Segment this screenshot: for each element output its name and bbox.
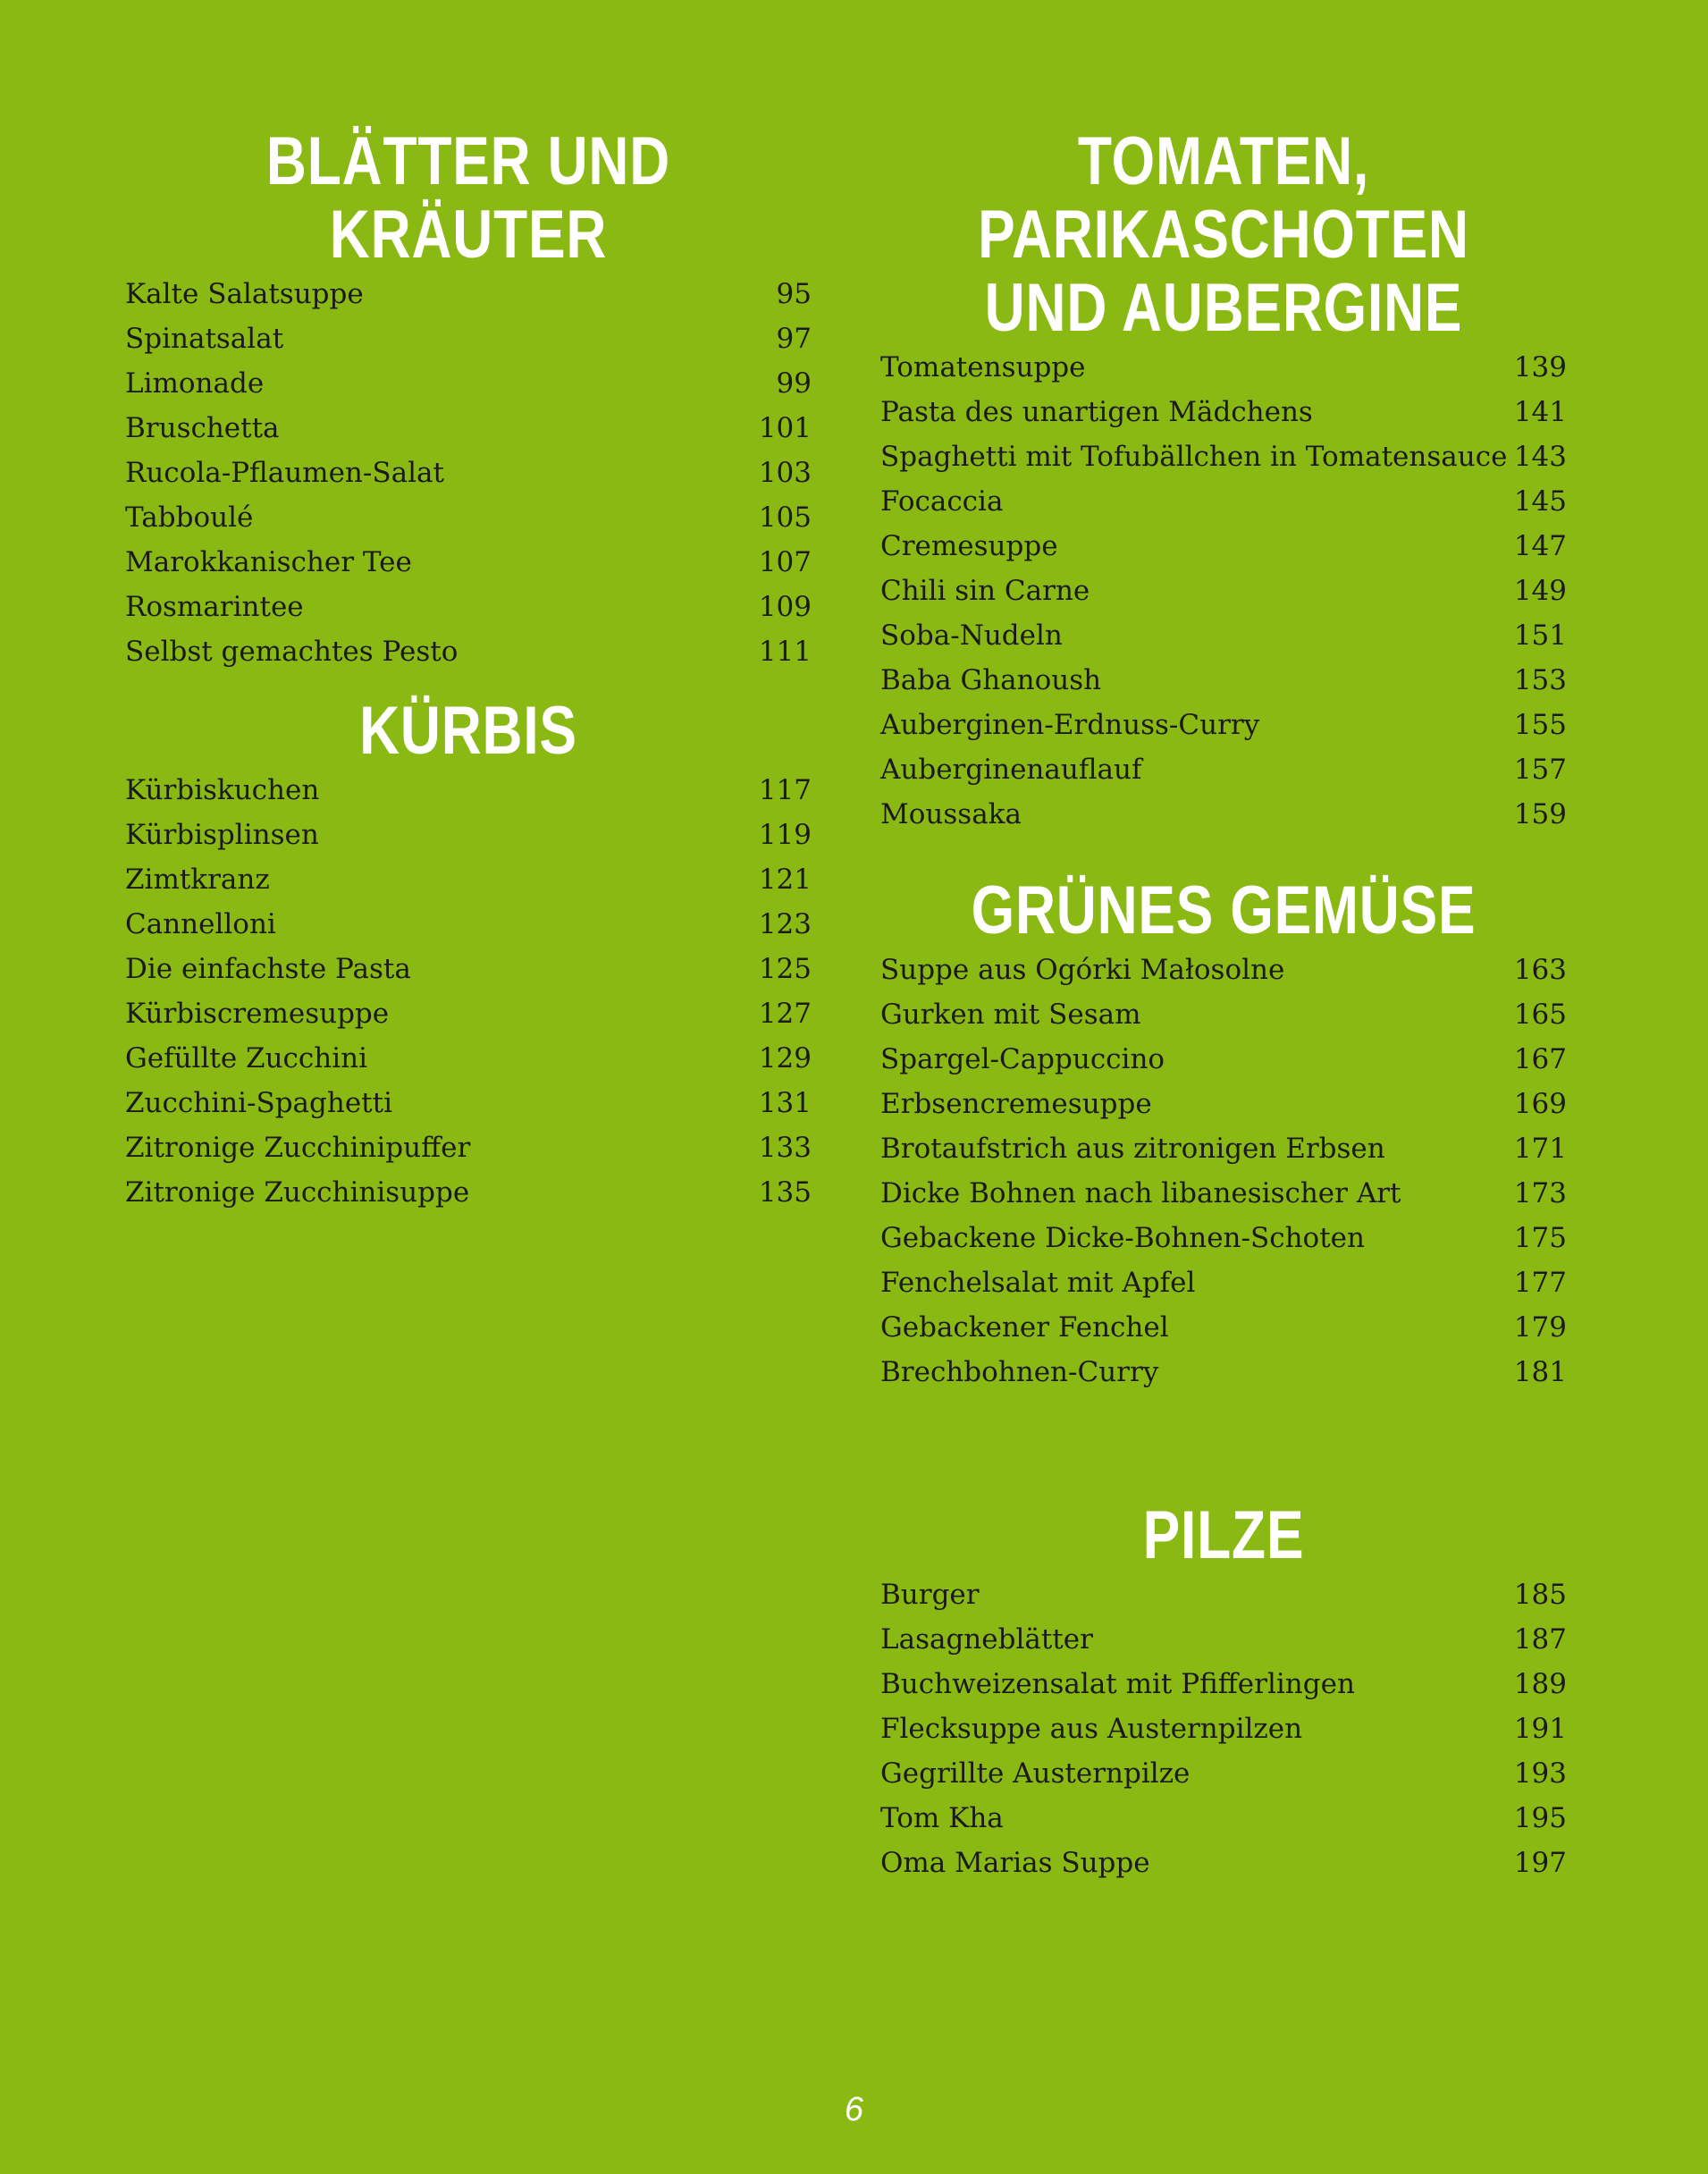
- toc-entry-title: Kürbiskuchen: [125, 774, 320, 806]
- toc-entry: [880, 1841, 1567, 1885]
- toc-entry-page-number: 153: [1513, 664, 1567, 696]
- toc-entry: [125, 585, 812, 629]
- toc-entry-page-number: 179: [1513, 1311, 1567, 1344]
- toc-entry-title: Spargel-Cappuccino: [880, 1043, 1165, 1075]
- toc-entry-page-number: 111: [758, 636, 812, 668]
- toc-entry-page-number: 127: [758, 998, 812, 1030]
- toc-entry-page-number: 173: [1513, 1177, 1567, 1209]
- toc-entry-page-number: 177: [1513, 1267, 1567, 1299]
- toc-entry-page-number: 155: [1513, 709, 1567, 741]
- toc-entry-title: Zitronige Zucchinipuffer: [125, 1132, 471, 1164]
- toc-entry-page-number: 169: [1513, 1088, 1567, 1120]
- toc-entry-page-number: 95: [776, 278, 812, 310]
- toc-entry: [880, 1037, 1567, 1082]
- page-number: 6: [844, 2091, 864, 2128]
- toc-entry-title: Chili sin Carne: [880, 575, 1090, 607]
- toc-entry-title: Auberginen-Erdnuss-Curry: [880, 709, 1260, 741]
- toc-entry: [880, 1662, 1567, 1706]
- toc-entry: [125, 1081, 812, 1125]
- toc-entry-title: Cannelloni: [125, 908, 276, 940]
- toc-entry-title: Dicke Bohnen nach libanesischer Art: [880, 1177, 1401, 1209]
- toc-entry: [880, 1572, 1567, 1617]
- toc-entry: [880, 524, 1567, 569]
- toc-entry: [125, 991, 812, 1036]
- toc-entry-title: Cremesuppe: [880, 530, 1058, 562]
- toc-entry: [880, 1305, 1567, 1350]
- toc-entry: [125, 1036, 812, 1081]
- toc-entry-page-number: 103: [758, 457, 812, 489]
- toc-entry: [125, 540, 812, 585]
- toc-entry-title: Suppe aus Ogórki Małosolne: [880, 954, 1285, 986]
- toc-entry-title: Oma Marias Suppe: [880, 1847, 1150, 1879]
- toc-entry: [880, 1350, 1567, 1395]
- toc-entry-page-number: 193: [1513, 1757, 1567, 1790]
- toc-entry-page-number: 139: [1513, 351, 1567, 383]
- toc-entry-title: Flecksuppe aus Austernpilzen: [880, 1713, 1303, 1745]
- toc-entry: [125, 361, 812, 406]
- toc-entry-page-number: 131: [758, 1087, 812, 1119]
- toc-entry-page-number: 195: [1513, 1802, 1567, 1834]
- toc-entry: [880, 703, 1567, 747]
- toc-entry: [880, 658, 1567, 703]
- section-title: BLÄTTER UND KRÄUTER: [265, 123, 671, 273]
- toc-entry: [125, 272, 812, 316]
- toc-entry: [125, 406, 812, 451]
- toc-entry-title: Zimtkranz: [125, 864, 270, 896]
- toc-list: [125, 272, 812, 674]
- toc-entry-page-number: 159: [1513, 798, 1567, 830]
- toc-entry: [880, 479, 1567, 524]
- toc-entry-page-number: 109: [758, 591, 812, 623]
- toc-entry-title: Spinatsalat: [125, 323, 284, 355]
- toc-entry: [880, 1171, 1567, 1216]
- toc-entry-page-number: 133: [758, 1132, 812, 1164]
- toc-entry-title: Gebackener Fenchel: [880, 1311, 1169, 1344]
- toc-entry-page-number: 191: [1513, 1713, 1567, 1745]
- toc-entry-title: Erbsencremesuppe: [880, 1088, 1152, 1120]
- toc-entry-page-number: 175: [1513, 1222, 1567, 1254]
- toc-entry: [880, 390, 1567, 434]
- toc-entry-title: Brotaufstrich aus zitronigen Erbsen: [880, 1133, 1385, 1165]
- section-tomaten-paprika-aubergine: [880, 125, 1567, 837]
- toc-entry-title: Gegrillte Austernpilze: [880, 1757, 1191, 1790]
- toc-entry: [880, 1617, 1567, 1662]
- toc-entry-page-number: 157: [1513, 754, 1567, 786]
- toc-entry: [880, 1216, 1567, 1260]
- toc-entry-title: Pasta des unartigen Mädchens: [880, 396, 1313, 428]
- toc-entry: [880, 345, 1567, 390]
- toc-entry: [880, 434, 1567, 479]
- toc-entry-title: Kürbisplinsen: [125, 819, 319, 851]
- section-title: PILZE: [1142, 1497, 1305, 1573]
- toc-entry: [880, 1126, 1567, 1171]
- toc-list: [125, 768, 812, 1215]
- toc-entry-title: Kürbiscremesuppe: [125, 998, 390, 1030]
- toc-entry: [125, 768, 812, 813]
- toc-entry-title: Buchweizensalat mit Pfifferlingen: [880, 1668, 1355, 1700]
- toc-entry-page-number: 167: [1513, 1043, 1567, 1075]
- section-gruenes-gemuese: [880, 874, 1567, 1395]
- toc-entry-title: Marokkanischer Tee: [125, 546, 412, 578]
- toc-entry-title: Fenchelsalat mit Apfel: [880, 1267, 1196, 1299]
- toc-entry-title: Kalte Salatsuppe: [125, 278, 364, 310]
- toc-entry-page-number: 99: [776, 367, 812, 400]
- toc-entry-page-number: 163: [1513, 954, 1567, 986]
- toc-entry-title: Die einfachste Pasta: [125, 953, 411, 985]
- toc-entry-title: Lasagneblätter: [880, 1623, 1093, 1656]
- section-title: [942, 125, 1505, 345]
- toc-entry-page-number: 121: [758, 864, 812, 896]
- toc-entry-page-number: 107: [758, 546, 812, 578]
- toc-entry-page-number: 123: [758, 908, 812, 940]
- toc-entry: [880, 1082, 1567, 1126]
- toc-entry-page-number: 129: [758, 1042, 812, 1074]
- toc-entry-title: Rucola-Pflaumen-Salat: [125, 457, 444, 489]
- toc-entry-title: Tomatensuppe: [880, 351, 1086, 383]
- toc-entry: [880, 1751, 1567, 1796]
- toc-entry: [125, 1170, 812, 1215]
- section-title: KÜRBIS: [359, 693, 577, 769]
- toc-entry-title: Tom Kha: [880, 1802, 1004, 1834]
- toc-entry: [880, 948, 1567, 992]
- section-pilze: [880, 1499, 1567, 1885]
- toc-entry-title: Gurken mit Sesam: [880, 999, 1141, 1031]
- toc-entry-page-number: 135: [758, 1176, 812, 1209]
- toc-entry-page-number: 125: [758, 953, 812, 985]
- toc-list: [880, 948, 1567, 1395]
- toc-entry: [880, 747, 1567, 792]
- toc-entry-page-number: 185: [1513, 1579, 1567, 1611]
- toc-entry-page-number: 117: [758, 774, 812, 806]
- toc-entry-title: Zitronige Zucchinisuppe: [125, 1176, 470, 1209]
- section-title-line-1: TOMATEN, PARIKASCHOTEN: [978, 123, 1469, 273]
- toc-entry-page-number: 105: [758, 501, 812, 534]
- toc-entry: [125, 316, 812, 361]
- toc-entry-title: Zucchini-Spaghetti: [125, 1087, 393, 1119]
- toc-entry: [125, 451, 812, 495]
- toc-entry: [125, 495, 812, 540]
- toc-entry-page-number: 197: [1513, 1847, 1567, 1879]
- toc-list: [880, 345, 1567, 837]
- toc-entry-page-number: 97: [776, 323, 812, 355]
- toc-entry-page-number: 101: [758, 412, 812, 444]
- toc-entry-page-number: 151: [1513, 619, 1567, 652]
- toc-entry-title: Burger: [880, 1579, 980, 1611]
- toc-entry: [125, 857, 812, 902]
- toc-entry-page-number: 145: [1513, 485, 1567, 518]
- toc-entry-title: Spaghetti mit Tofubällchen in Tomatensauce: [880, 441, 1508, 473]
- section-title-line-2: UND AUBERGINE: [984, 270, 1463, 346]
- toc-entry-title: Selbst gemachtes Pesto: [125, 636, 459, 668]
- toc-entry-title: Focaccia: [880, 485, 1004, 518]
- toc-entry-title: Tabboulé: [125, 501, 254, 534]
- toc-entry-page-number: 181: [1513, 1356, 1567, 1388]
- toc-entry-page-number: 143: [1513, 441, 1567, 473]
- toc-entry: [880, 613, 1567, 658]
- toc-entry-title: Brechbohnen-Curry: [880, 1356, 1159, 1388]
- toc-list: [880, 1572, 1567, 1885]
- toc-entry-title: Limonade: [125, 367, 265, 400]
- toc-entry-title: Gefüllte Zucchini: [125, 1042, 368, 1074]
- section-blaetter-und-kraeuter: [125, 125, 812, 674]
- toc-entry-page-number: 171: [1513, 1133, 1567, 1165]
- toc-entry-title: Bruschetta: [125, 412, 280, 444]
- toc-entry: [880, 1796, 1567, 1841]
- toc-entry-title: Baba Ghanoush: [880, 664, 1102, 696]
- section-kuerbis: [125, 695, 812, 1215]
- toc-entry-page-number: 165: [1513, 999, 1567, 1031]
- toc-entry: [125, 902, 812, 947]
- toc-entry-title: Moussaka: [880, 798, 1022, 830]
- toc-entry: [125, 629, 812, 674]
- toc-entry-page-number: 149: [1513, 575, 1567, 607]
- toc-entry: [880, 1706, 1567, 1751]
- toc-entry-title: Gebackene Dicke-Bohnen-Schoten: [880, 1222, 1365, 1254]
- toc-entry: [125, 813, 812, 857]
- toc-entry: [880, 1260, 1567, 1305]
- toc-entry: [880, 569, 1567, 613]
- toc-entry: [125, 1125, 812, 1170]
- toc-entry-page-number: 187: [1513, 1623, 1567, 1656]
- toc-entry: [880, 792, 1567, 837]
- section-title: GRÜNES GEMÜSE: [971, 872, 1477, 948]
- toc-entry-title: Soba-Nudeln: [880, 619, 1063, 652]
- toc-entry-title: Rosmarintee: [125, 591, 304, 623]
- toc-entry: [125, 947, 812, 991]
- toc-entry-page-number: 119: [758, 819, 812, 851]
- toc-entry: [880, 992, 1567, 1037]
- toc-entry-page-number: 147: [1513, 530, 1567, 562]
- toc-entry-page-number: 141: [1513, 396, 1567, 428]
- toc-entry-title: Auberginenauflauf: [880, 754, 1142, 786]
- toc-entry-page-number: 189: [1513, 1668, 1567, 1700]
